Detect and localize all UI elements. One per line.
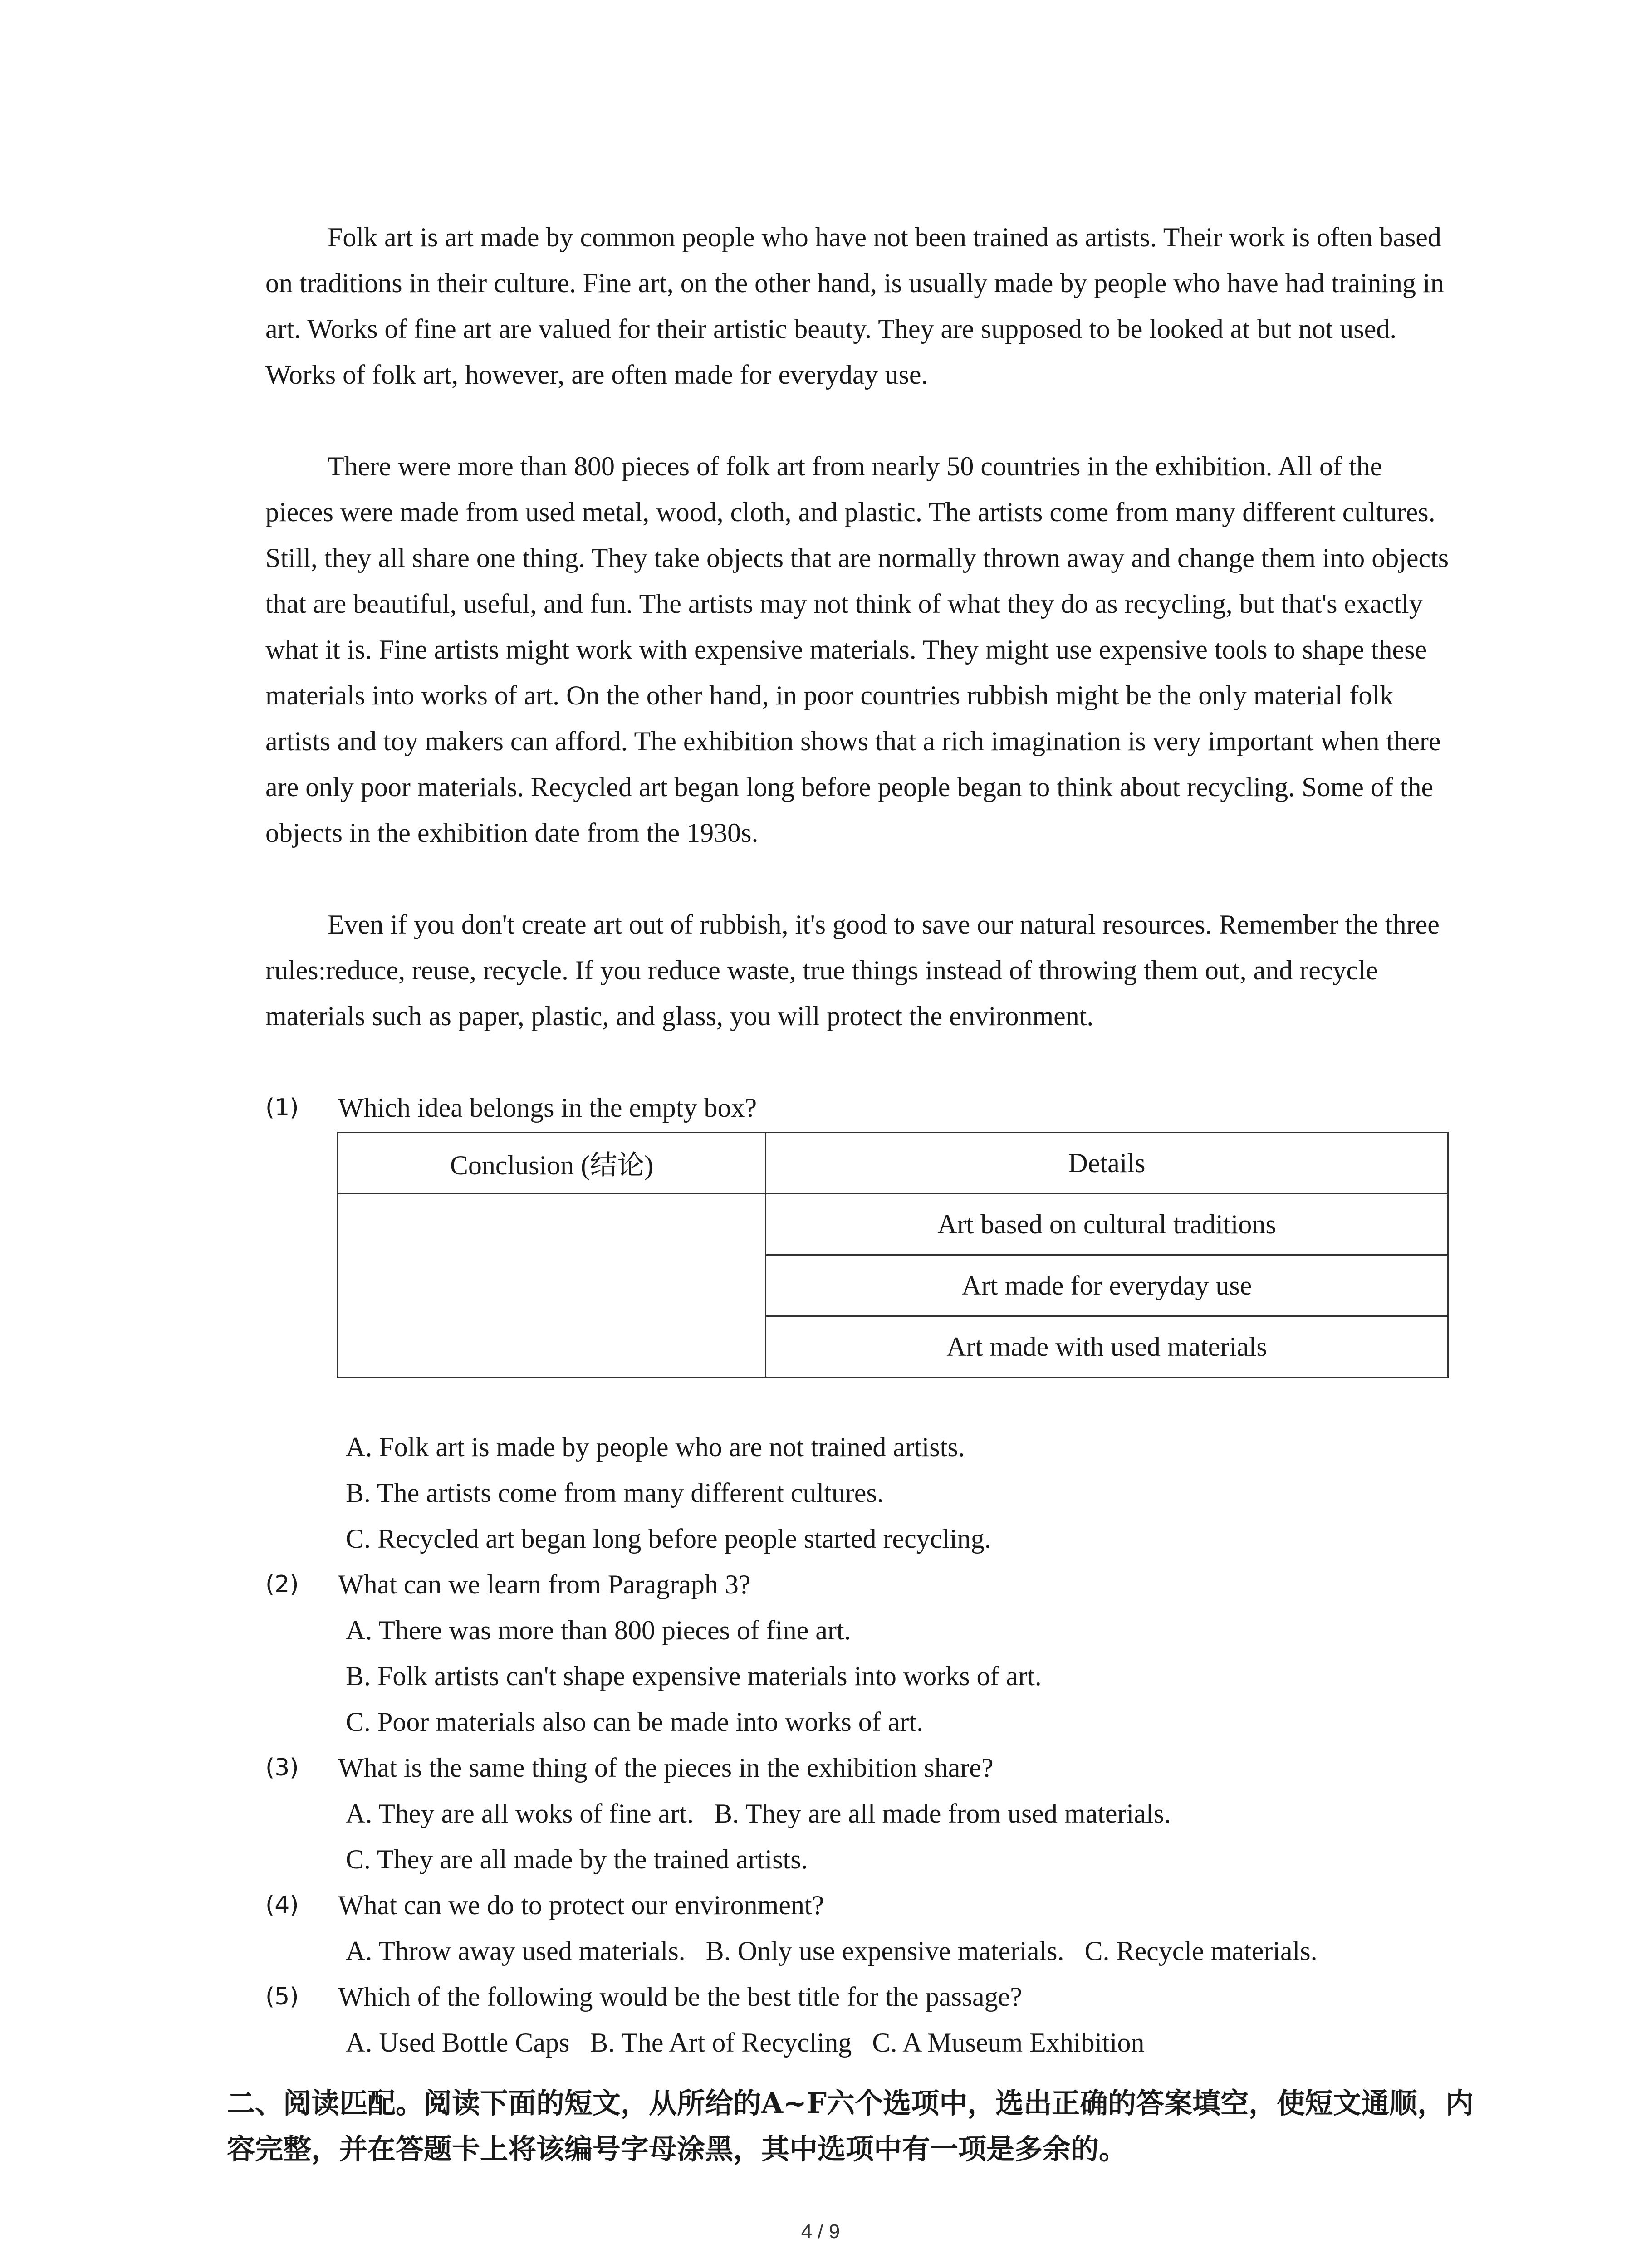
question-text: What can we do to protect our environment? [338, 1890, 824, 1920]
passage-paragraph-1: Folk art is art made by common people who have not been trained as artists. Their work is often based on traditions in their culture. Fine art, on the other hand, is usually made by people who have had training in art. Works of fine art are valued for their artistic beauty. They are supposed to be looked at but not used. Works of folk art, however, are often made for everyday use. [265, 222, 1444, 390]
empty-conclusion-box [338, 1194, 766, 1378]
table-detail-cell: Art based on cultural traditions [766, 1194, 1448, 1255]
question-2-option-c: C. Poor materials also can be made into works of art. [346, 1707, 924, 1737]
question-1-option-a: A. Folk art is made by people who are not trained artists. [346, 1432, 965, 1462]
passage-paragraph-2: There were more than 800 pieces of folk art from nearly 50 countries in the exhibition. All of the pieces were made from used metal, wood, cloth, and plastic. The artists come from many different cultures. Still, they all share one thing. They take objects that are normally thrown away and change them into objects that are beautiful, useful, and fun. The artists may not think of what they do as recycling, but that's exactly what it is. Fine artists might work with expensive materials. They might use expensive tools to shape these materials into works of art. On the other hand, in poor countries rubbish might be the only material folk artists and toy makers can afford. The exhibition shows that a rich imagination is very important when there are only poor materials. Recycled art began long before people began to think about recycling. Some of the objects in the exhibition date from the 1930s. [265, 451, 1449, 848]
section-2-heading: 二、阅读匹配。阅读下面的短文，从所给的A~F六个选项中，选出正确的答案填空，使短文通顺，内容完整，并在答题卡上将该编号字母涂黑，其中选项中有一项是多余的。 [227, 2087, 1474, 2165]
question-text: What is the same thing of the pieces in the exhibition share? [338, 1753, 994, 1783]
question-2-option-b: B. Folk artists can't shape expensive materials into works of art. [346, 1661, 1042, 1691]
table-detail-cell: Art made for everyday use [766, 1255, 1448, 1316]
question-text: Which of the following would be the best title for the passage? [338, 1982, 1022, 2012]
question-3-options-ab: A. They are all woks of fine art. B. They are all made from used materials. [346, 1799, 1171, 1828]
question-number: (3) [265, 1754, 299, 1781]
page-number: 4 / 9 [801, 2220, 840, 2243]
question-3-option-c: C. They are all made by the trained artists. [346, 1844, 808, 1874]
table-detail-cell: Art made with used materials [766, 1316, 1448, 1378]
question-number: (2) [265, 1571, 299, 1598]
question-text: Which idea belongs in the empty box? [338, 1093, 757, 1123]
question-1-option-c: C. Recycled art began long before people started recycling. [346, 1524, 991, 1554]
passage-paragraph-3: Even if you don't create art out of rubbish, it's good to save our natural resources. Remember the three rules:reduce, reuse, recycle. If you reduce waste, true things instead of throwing them out, and recycle materials such as paper, plastic, and glass, you will protect the environment. [265, 909, 1440, 1031]
question-number: (5) [265, 1983, 299, 2010]
question-number: (1) [265, 1094, 299, 1121]
question-4-options: A. Throw away used materials. B. Only use expensive materials. C. Recycle materials. [346, 1936, 1318, 1966]
question-2-option-a: A. There was more than 800 pieces of fine art. [346, 1615, 851, 1645]
question-1-option-b: B. The artists come from many different cultures. [346, 1478, 884, 1508]
question-5-options: A. Used Bottle Caps B. The Art of Recycling C. A Museum Exhibition [346, 2028, 1145, 2058]
question-number: (4) [265, 1892, 299, 1919]
table-header-details: Details [766, 1133, 1448, 1194]
table-header-conclusion: Conclusion (结论) [338, 1133, 766, 1194]
conclusion-details-table [337, 1132, 1449, 1378]
question-text: What can we learn from Paragraph 3? [338, 1569, 751, 1599]
